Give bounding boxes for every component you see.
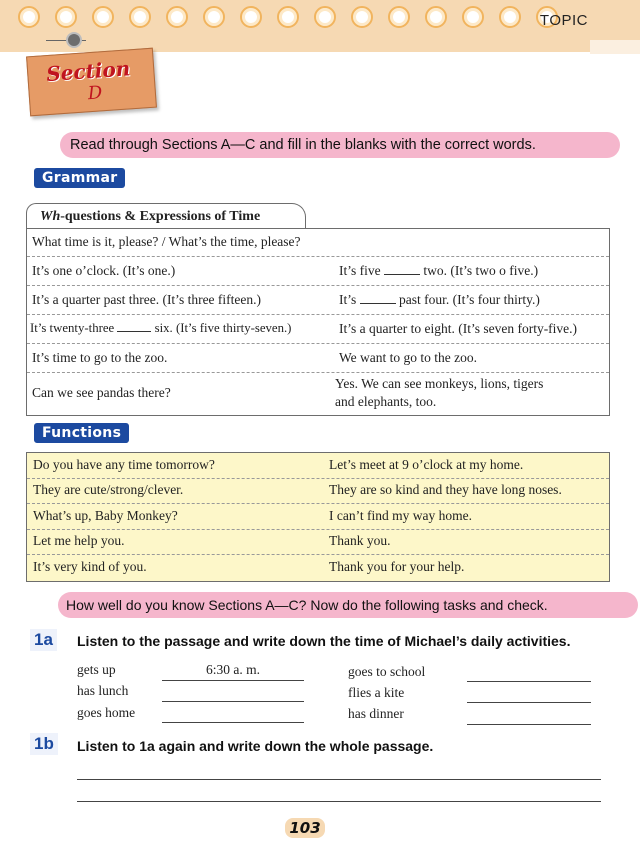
table-row xyxy=(27,286,609,315)
answer-value: 6:30 a. m. xyxy=(206,662,260,677)
functions-cell: Let’s meet at 9 o’clock at my home. xyxy=(329,457,524,472)
table-row xyxy=(27,373,609,415)
binder-ring xyxy=(18,6,40,28)
grammar-cell-text: past four. (It’s four thirty.) xyxy=(399,292,540,307)
grammar-cell: It’s a quarter to eight. (It’s seven forty-five.) xyxy=(339,321,578,336)
binder-ring xyxy=(314,6,336,28)
functions-cell: Let me help you. xyxy=(33,533,125,548)
binder-ring xyxy=(166,6,188,28)
activity-label: goes to school xyxy=(348,664,426,679)
activity-label: gets up xyxy=(77,662,116,677)
activity-label: has dinner xyxy=(348,706,404,721)
header-band-fold xyxy=(590,40,640,54)
binder-ring xyxy=(55,6,77,28)
grammar-cell-text: It’s xyxy=(339,292,357,307)
activity-label: has lunch xyxy=(77,683,129,698)
functions-cell: They are cute/strong/clever. xyxy=(33,482,184,497)
instruction-banner: Read through Sections A—C and fill in the blanks with the correct words. xyxy=(60,132,620,158)
grammar-cell-text: six. (It’s five thirty-seven.) xyxy=(154,321,292,335)
grammar-cell: It’s time to go to the zoo. xyxy=(32,350,168,365)
grammar-cell-text: It’s five xyxy=(339,263,381,278)
answer-line[interactable] xyxy=(467,702,591,703)
binder-rings xyxy=(18,6,558,28)
page-number: 103 xyxy=(285,818,325,838)
grammar-cell xyxy=(339,263,538,279)
grammar-cell-text: two. (It’s two o five.) xyxy=(423,263,539,278)
task-1a-instruction: Listen to the passage and write down the time of Michael’s daily activities. xyxy=(77,633,571,649)
functions-cell: I can’t find my way home. xyxy=(329,508,472,523)
grammar-cell xyxy=(339,292,540,308)
answer-line[interactable] xyxy=(162,680,304,681)
answer-line[interactable] xyxy=(162,722,304,723)
grammar-cell: It’s one o’clock. (It’s one.) xyxy=(32,263,176,278)
binder-ring xyxy=(240,6,262,28)
answer-line[interactable] xyxy=(162,701,304,702)
functions-cell: Do you have any time tomorrow? xyxy=(33,457,215,472)
binder-ring xyxy=(351,6,373,28)
writing-line[interactable] xyxy=(77,779,601,780)
grammar-title-italic: Wh xyxy=(40,209,61,224)
grammar-title-rest: -questions & Expressions of Time xyxy=(60,209,261,224)
grammar-cell-text: It’s twenty-three xyxy=(30,321,115,335)
pin-icon xyxy=(66,32,82,48)
activity-label: flies a kite xyxy=(348,685,405,700)
binder-ring xyxy=(277,6,299,28)
fill-blank[interactable] xyxy=(360,303,396,304)
fill-blank[interactable] xyxy=(384,274,420,275)
functions-cell: Thank you. xyxy=(329,533,391,548)
topic-label: TOPIC xyxy=(539,12,588,29)
functions-cell: It’s very kind of you. xyxy=(33,559,147,574)
task-instruction-banner: How well do you know Sections A—C? Now do the following tasks and check. xyxy=(58,592,638,618)
functions-cell: They are so kind and they have long noses. xyxy=(329,482,562,497)
binder-ring xyxy=(203,6,225,28)
binder-ring xyxy=(92,6,114,28)
functions-tab: Functions xyxy=(34,423,129,443)
grammar-table-title xyxy=(26,203,306,228)
task-number-1a: 1a xyxy=(30,629,57,651)
answer-line[interactable] xyxy=(467,681,591,682)
task-number-1b: 1b xyxy=(30,733,58,755)
activity-label: goes home xyxy=(77,705,136,720)
table-row xyxy=(27,529,609,555)
fill-blank[interactable] xyxy=(117,331,151,332)
binder-ring xyxy=(388,6,410,28)
grammar-cell: Can we see pandas there? xyxy=(32,385,171,400)
grammar-table xyxy=(26,228,610,416)
section-sign-letter: D xyxy=(87,82,103,105)
grammar-cell: We want to go to the zoo. xyxy=(339,350,478,365)
table-row xyxy=(27,453,609,479)
table-row xyxy=(27,344,609,373)
table-row xyxy=(27,555,609,580)
functions-table xyxy=(26,452,610,582)
writing-line[interactable] xyxy=(77,801,601,802)
grammar-cell: What time is it, please? / What’s the time, please? xyxy=(32,234,301,249)
functions-cell: Thank you for your help. xyxy=(329,559,465,574)
binder-ring xyxy=(499,6,521,28)
binder-ring xyxy=(425,6,447,28)
answer-line[interactable] xyxy=(467,724,591,725)
table-row xyxy=(27,257,609,286)
functions-cell: What’s up, Baby Monkey? xyxy=(33,508,178,523)
grammar-cell xyxy=(30,321,291,336)
table-row xyxy=(27,478,609,504)
section-sign xyxy=(26,48,157,117)
binder-ring xyxy=(462,6,484,28)
grammar-cell: Yes. We can see monkeys, lions, tigers xyxy=(335,376,544,391)
table-row xyxy=(27,315,609,344)
table-row xyxy=(27,504,609,530)
grammar-tab: Grammar xyxy=(34,168,125,188)
table-row xyxy=(27,229,609,257)
grammar-cell: and elephants, too. xyxy=(335,394,437,409)
binder-ring xyxy=(129,6,151,28)
section-sign-label: Section xyxy=(45,56,132,87)
task-1b-instruction: Listen to 1a again and write down the whole passage. xyxy=(77,738,434,754)
grammar-cell: It’s a quarter past three. (It’s three fifteen.) xyxy=(32,292,262,307)
